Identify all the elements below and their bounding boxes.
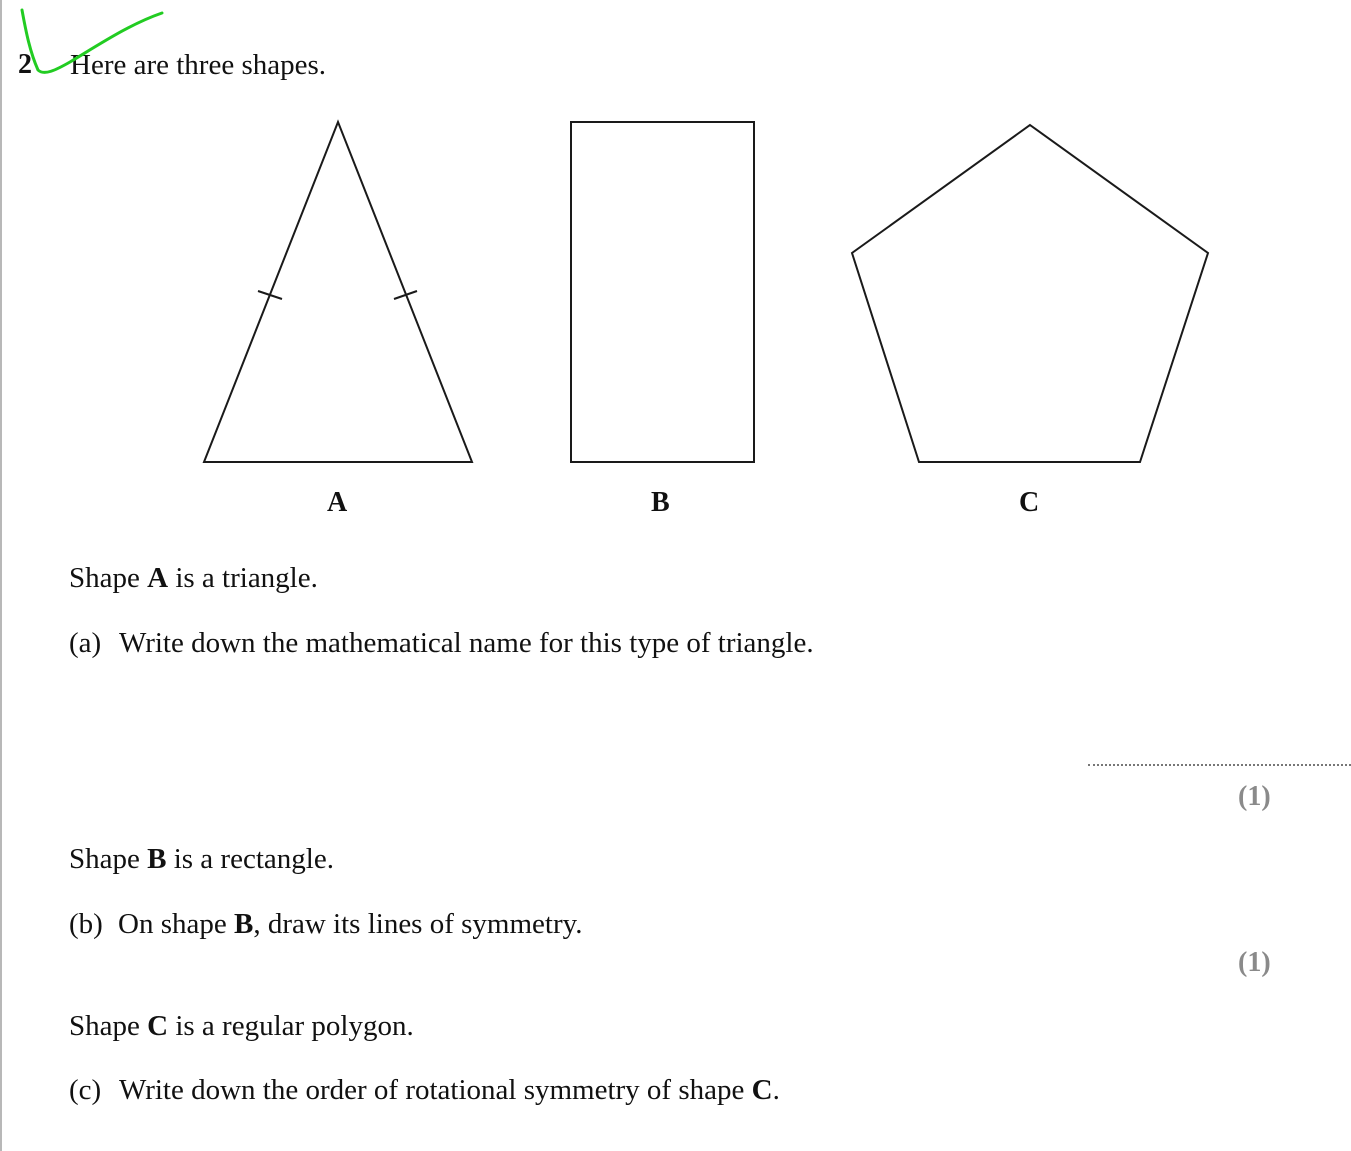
question-number: 2 bbox=[18, 49, 32, 80]
shape-a-triangle bbox=[204, 122, 472, 462]
part-c-label: (c) bbox=[69, 1074, 102, 1106]
shape-b-label: B bbox=[651, 487, 670, 518]
part-a-label: (a) bbox=[69, 627, 102, 659]
part-c-prompt: Write down the order of rotational symmetry of shape C. bbox=[119, 1074, 780, 1106]
part-b-prompt: On shape B, draw its lines of symmetry. bbox=[118, 908, 583, 940]
part-a-answer-line[interactable] bbox=[1088, 764, 1351, 766]
shape-c-pentagon bbox=[852, 125, 1208, 462]
green-check-mark bbox=[22, 10, 162, 72]
shape-c-label: C bbox=[1019, 487, 1040, 518]
part-c-statement: Shape C is a regular polygon. bbox=[69, 1010, 414, 1042]
part-b-statement: Shape B is a rectangle. bbox=[69, 843, 334, 875]
question-intro: Here are three shapes. bbox=[70, 49, 327, 81]
shape-b-rectangle[interactable] bbox=[571, 122, 754, 462]
part-a-statement: Shape A is a triangle. bbox=[69, 562, 318, 594]
part-a-prompt: Write down the mathematical name for this type of triangle. bbox=[119, 627, 814, 659]
shape-a-label: A bbox=[327, 487, 348, 518]
part-b-label: (b) bbox=[69, 908, 103, 940]
part-b-marks: (1) bbox=[1238, 947, 1271, 978]
part-a-marks: (1) bbox=[1238, 781, 1271, 812]
